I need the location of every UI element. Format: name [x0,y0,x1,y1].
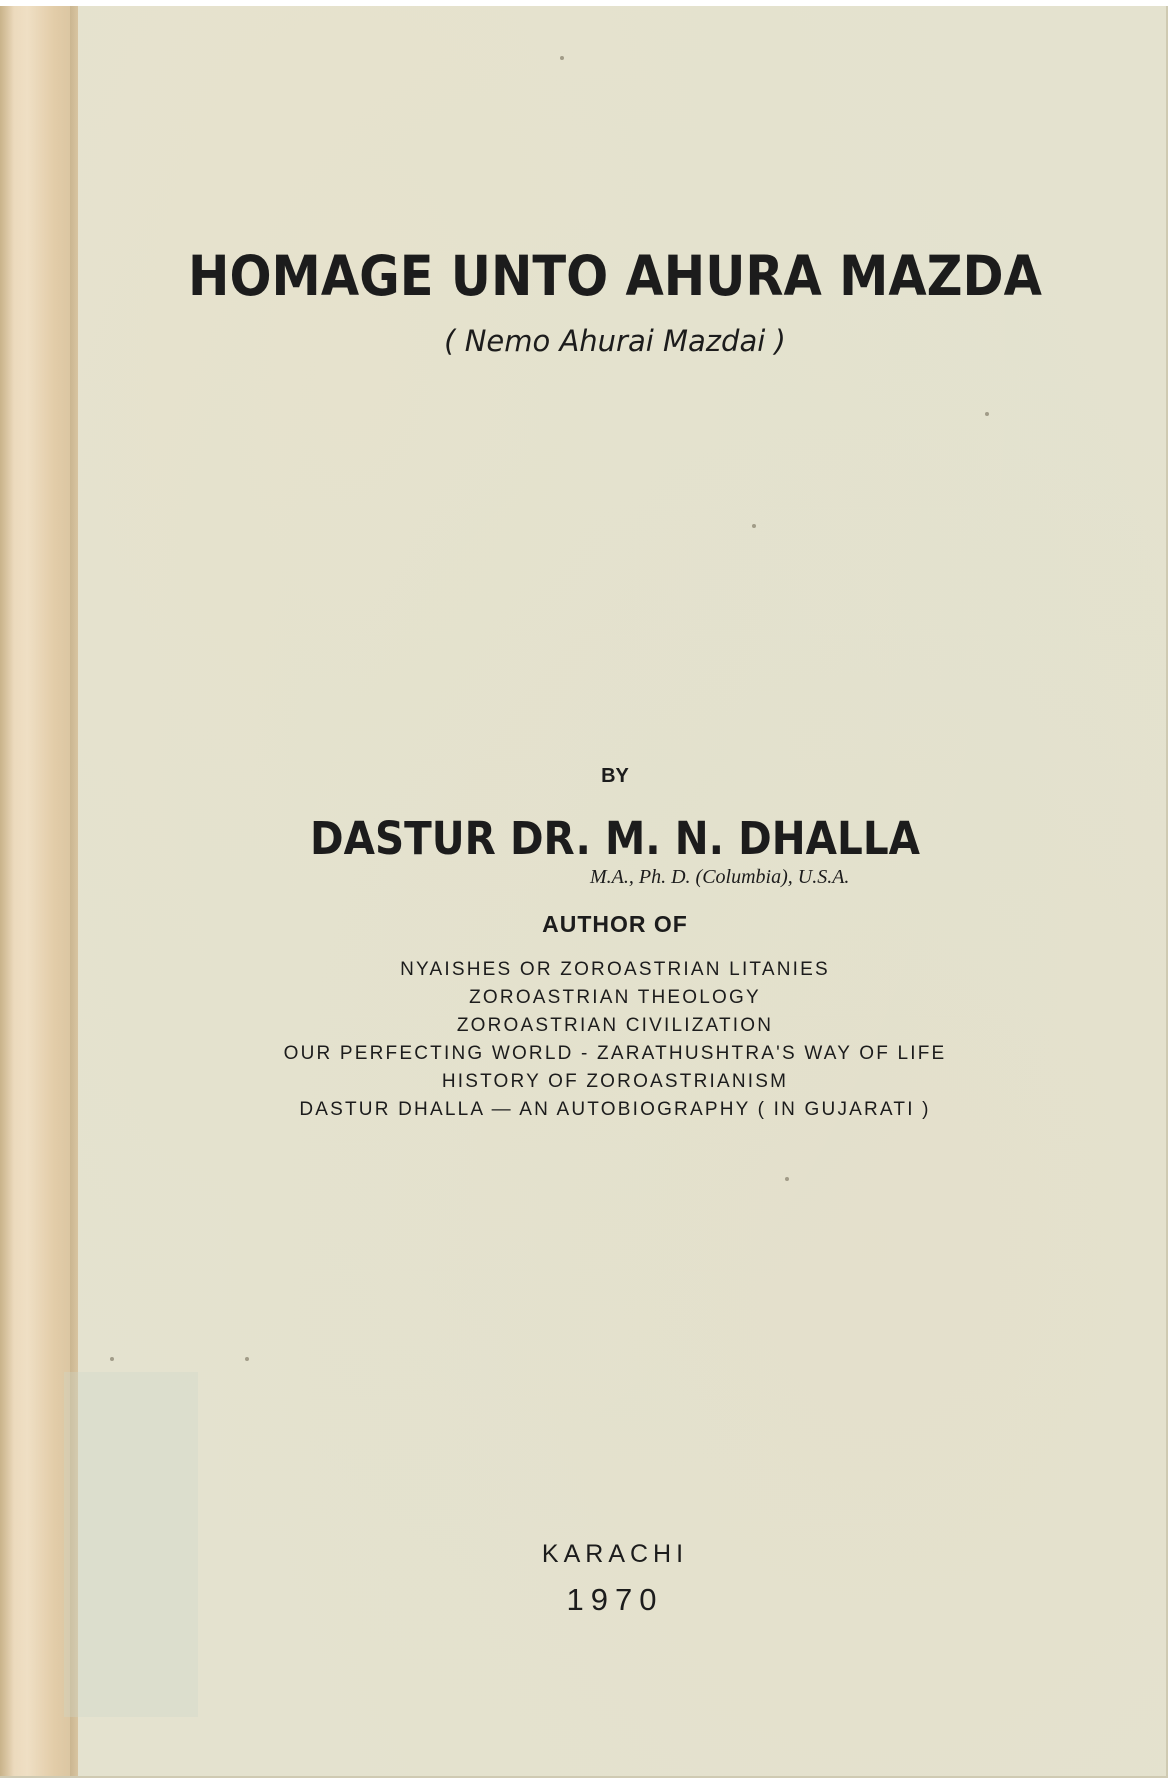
paper-speck [245,1357,249,1361]
paper-speck [785,1177,789,1181]
work-title: DASTUR DHALLA — AN AUTOBIOGRAPHY ( IN GUJARATI ) [299,1099,931,1120]
worn-edge [0,6,14,1776]
paper-speck [985,412,989,416]
by-label: BY [601,765,629,787]
author-name: DASTUR DR. M. N. DHALLA [310,812,920,865]
work-title: NYAISHES OR ZOROASTRIAN LITANIES [400,959,830,980]
author-degrees: M.A., Ph. D. (Columbia), U.S.A. [590,866,850,888]
work-title: ZOROASTRIAN CIVILIZATION [456,1015,774,1036]
work-title: HISTORY OF ZOROASTRIANISM [441,1071,789,1092]
work-title: ZOROASTRIAN THEOLOGY [469,987,761,1008]
publication-year: 1970 [566,1582,664,1617]
book-title: HOMAGE UNTO AHURA MAZDA [188,244,1042,308]
paper-speck [560,56,564,60]
paper-speck [752,524,756,528]
publication-place: KARACHI [541,1540,689,1568]
work-title: OUR PERFECTING WORLD - ZARATHUSHTRA'S WAY OF LIFE [283,1043,947,1064]
paper-speck [110,1357,114,1361]
author-of-label: AUTHOR OF [542,911,688,937]
book-subtitle: ( Nemo Ahurai Mazdai ) [444,324,786,358]
works-list [56,956,1170,1124]
